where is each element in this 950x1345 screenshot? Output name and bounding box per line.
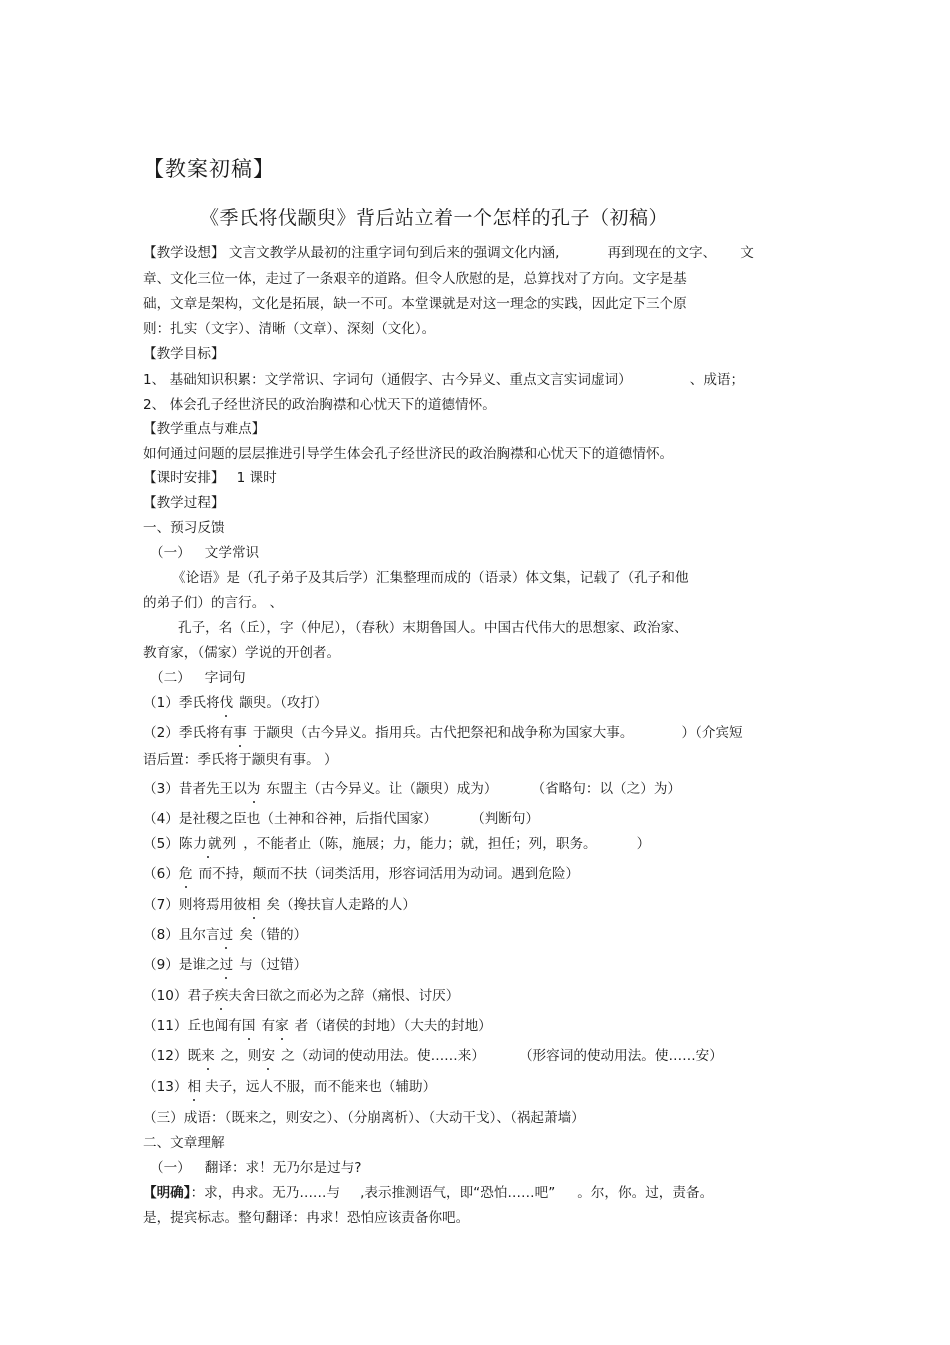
lit-line-4: 教育家，（儒家）学说的开创者。 <box>143 645 341 661</box>
word-item-7: （7）则将焉用彼相 矣（搀扶盲人走路的人） <box>143 897 416 913</box>
word-item-13: （13）相 夫子，远人不服，而不能来也（辅助） <box>143 1079 437 1095</box>
word-item-6: （6）危 而不持，颠而不扶（词类活用，形容词活用为动词。遇到危险） <box>143 866 580 882</box>
hours-value: 1 课时 <box>236 470 277 486</box>
idioms-line: （三）成语：（既来之，则安之）、（分崩离析）、（大动干戈）、（祸起萧墙） <box>143 1110 585 1126</box>
design-line-3: 础，文章是架构，文化是拓展，缺一不可。本堂课就是对这一理念的实践，因此定下三个原 <box>143 296 687 312</box>
lit-line-2: 的弟子们）的言行。 、 <box>143 595 284 611</box>
answer-line-1: 【明确】：求，冉求。无乃……与 ,表示推测语气，即“恐怕……吧” 。尔，你。过，责备。 <box>143 1185 714 1201</box>
word-item-10: （10）君子疾夫舍曰欲之而必为之辞（痛恨、讨厌） <box>143 988 460 1004</box>
goal-2: 2、 体会孔子经世济民的政治胸襟和心忧天下的道德情怀。 <box>143 397 496 413</box>
key-label: 【教学重点与难点】 <box>143 421 266 437</box>
word-item-2-cont: 语后置：季氏将于颛臾有事。 ） <box>143 752 338 768</box>
goals-label: 【教学目标】 <box>143 346 225 362</box>
lit-line-3: 孔子，名（丘），字（仲尼），（春秋）末期鲁国人。中国古代伟大的思想家、政治家、 <box>178 620 688 636</box>
lit-line-1: 《论语》是（孔子弟子及其后学）汇集整理而成的（语录）体文集，记载了（孔子和他 <box>172 570 689 586</box>
answer-line-2: 是，提宾标志。整句翻译：冉求！恐怕应该责备你吧。 <box>143 1210 470 1226</box>
hours-line <box>143 469 277 487</box>
word-item-1: （1）季氏将伐 颛臾。（攻打） <box>143 695 328 711</box>
document-heading: 【教案初稿】 <box>143 157 275 181</box>
process-label: 【教学过程】 <box>143 495 225 511</box>
word-item-2: （2）季氏将有事 于颛臾（古今异义。指用兵。古代把祭祀和战争称为国家大事。 ）（介宾短 <box>143 725 743 741</box>
design-line-2: 章、文化三位一体，走过了一条艰辛的道路。但令人欣慰的是，总算找对了方向。文字是基 <box>143 271 687 287</box>
word-item-5: （5）陈力就列 ，不能者止（陈，施展；力，能力；就，担任；列，职务。 ） <box>143 836 651 852</box>
design-label: 【教学设想】 <box>143 245 225 261</box>
key-text: 如何通过问题的层层推进引导学生体会孔子经世济民的政治胸襟和心忧天下的道德情怀。 <box>143 446 674 462</box>
word-item-8: （8）且尔言过 矣（错的） <box>143 927 308 943</box>
subsection-2-1: （一） 翻译：求！无乃尔是过与? <box>150 1160 362 1176</box>
word-item-9: （9）是谁之过 与（过错） <box>143 957 308 973</box>
word-item-12: （12）既来 之，则安 之（动词的使动用法。使……来） （形容词的使动用法。使……安） <box>143 1048 723 1064</box>
document-title: 《季氏将伐颛臾》背后站立着一个怎样的孔子（初稿） <box>200 207 669 229</box>
word-item-3: （3）昔者先王以为 东盟主（古今异义。让（颛臾）成为） （省略句：以（之）为） <box>143 781 682 797</box>
answer-label: 【明确】 <box>143 1185 191 1201</box>
goal-1: 1、 基础知识积累：文学常识、字词句（通假字、古今异义、重点文言实词虚词） 、成语； <box>143 372 745 388</box>
word-item-4: （4）是社稷之臣也（土神和谷神，后指代国家） （判断句） <box>143 811 540 827</box>
design-line-4: 则：扎实（文字）、清晰（文章）、深刻（文化）。 <box>143 321 436 337</box>
section-2-heading: 二、文章理解 <box>143 1135 225 1151</box>
subsection-1-2: （二） 字词句 <box>150 670 246 686</box>
word-item-11: （11）丘也闻有国 有家 者（诸侯的封地）（大夫的封地） <box>143 1018 492 1034</box>
section-1-heading: 一、预习反馈 <box>143 520 225 536</box>
hours-label: 【课时安排】 <box>143 470 225 486</box>
design-line-1: 【教学设想】 文言文教学从最初的注重字词句到后来的强调文化内涵, 再到现在的文字、 文 <box>143 245 754 261</box>
subsection-1-1: （一） 文学常识 <box>150 545 260 561</box>
